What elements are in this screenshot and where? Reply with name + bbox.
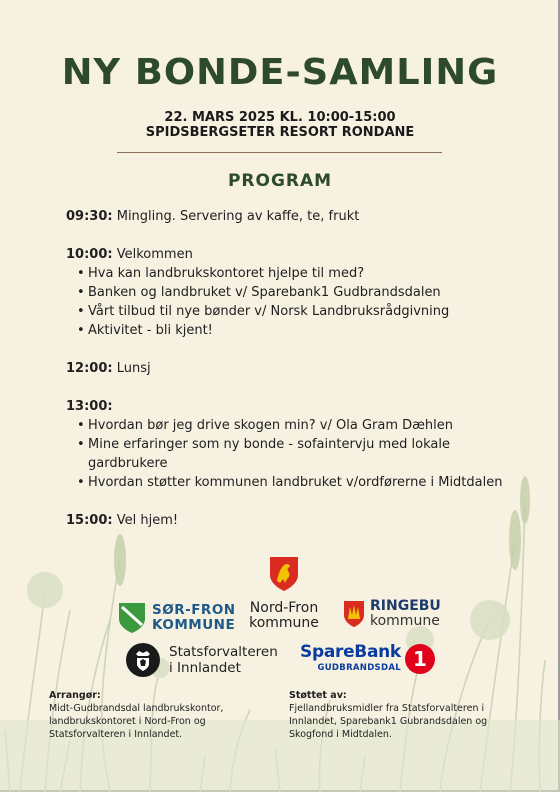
royal-crest-icon — [125, 642, 161, 678]
nord-fron-logo — [243, 555, 325, 631]
agenda-item — [66, 511, 506, 530]
sparebank-line2: GUDBRANDSDAL — [317, 663, 401, 673]
sor-fron-line1: SØR-FRON — [152, 602, 236, 618]
ringebu-logo — [342, 599, 441, 629]
agenda-item — [66, 245, 506, 340]
program-heading: PROGRAM — [227, 171, 333, 191]
statsforvalteren-line1: Statsforvalteren — [169, 644, 278, 660]
page-title: NY BONDE-SAMLING — [61, 52, 499, 93]
sparebank-line1: SpareBank — [300, 642, 401, 662]
agenda-time: 09:30: — [66, 209, 113, 224]
statsforvalteren-line2: i Innlandet — [169, 660, 241, 676]
statsforvalteren-logo — [125, 642, 278, 678]
nord-fron-line1: Nord-Fron — [249, 600, 319, 616]
agenda-text: Mingling. Servering av kaffe, te, frukt — [112, 209, 360, 224]
agenda-bullet: • Banken og landbruket v/ Sparebank1 Gudbrandsdalen — [88, 283, 506, 302]
agenda-text: Velkommen — [112, 247, 193, 262]
event-date: 22. MARS 2025 KL. 10:00-15:00 — [164, 110, 396, 125]
agenda-bullet: • Aktivitet - bli kjent! — [88, 321, 506, 340]
agenda-sublist — [66, 416, 506, 492]
event-venue: SPIDSBERGSETER RESORT RONDANE — [145, 125, 415, 140]
sor-fron-crest-icon — [117, 601, 147, 635]
agenda-bullet: • Hvordan bør jeg drive skogen min? v/ Ola Gram Dæhlen — [88, 416, 506, 435]
sparebank-logo — [300, 643, 435, 675]
ringebu-crest-icon — [342, 599, 366, 629]
agenda-text: Lunsj — [112, 361, 151, 376]
organizer-section — [49, 689, 269, 741]
sparebank-badge-number: 1 — [412, 647, 427, 671]
agenda-item — [66, 207, 506, 226]
supported-section — [289, 689, 529, 741]
supported-text: Fjellandbruksmidler fra Statsforvalteren i Innlandet, Sparebank1 Gubrandsdalen og Skogfond i Midtdalen. — [289, 703, 488, 740]
organizer-heading: Arrangør: — [49, 690, 101, 701]
sparebank-one-badge — [405, 644, 435, 674]
supported-heading: Støttet av: — [289, 690, 347, 701]
agenda-bullet: • Hva kan landbrukskontoret hjelpe til med? — [88, 264, 506, 283]
agenda-time: 13:00: — [66, 399, 113, 414]
ringebu-line2: kommune — [370, 613, 440, 629]
agenda-bullet: • Mine erfaringer som ny bonde - sofaintervju med lokale gardbrukere — [88, 435, 506, 473]
agenda-time: 10:00: — [66, 247, 113, 262]
sponsor-logos — [0, 555, 560, 685]
agenda-bullet: • Hvordan støtter kommunen landbruket v/ordførerne i Midtdalen — [88, 473, 506, 492]
nord-fron-crest-icon — [268, 555, 300, 593]
agenda-item — [66, 359, 506, 378]
agenda-time: 15:00: — [66, 513, 113, 528]
agenda-time: 12:00: — [66, 361, 113, 376]
agenda — [66, 207, 506, 549]
ringebu-line1: RINGEBU — [370, 598, 441, 614]
agenda-item — [66, 397, 506, 492]
agenda-text: Vel hjem! — [112, 513, 179, 528]
sor-fron-line2: KOMMUNE — [152, 617, 236, 633]
organizer-text: Midt-Gudbrandsdal landbrukskontor, landbrukskontoret i Nord-Fron og Statsforvalteren i Innlandet. — [49, 703, 224, 740]
divider — [117, 152, 442, 153]
agenda-sublist — [66, 264, 506, 340]
nord-fron-line2: kommune — [249, 615, 319, 631]
agenda-bullet: • Vårt tilbud til nye bønder v/ Norsk Landbruksrådgivning — [88, 302, 506, 321]
sor-fron-logo — [117, 601, 236, 635]
